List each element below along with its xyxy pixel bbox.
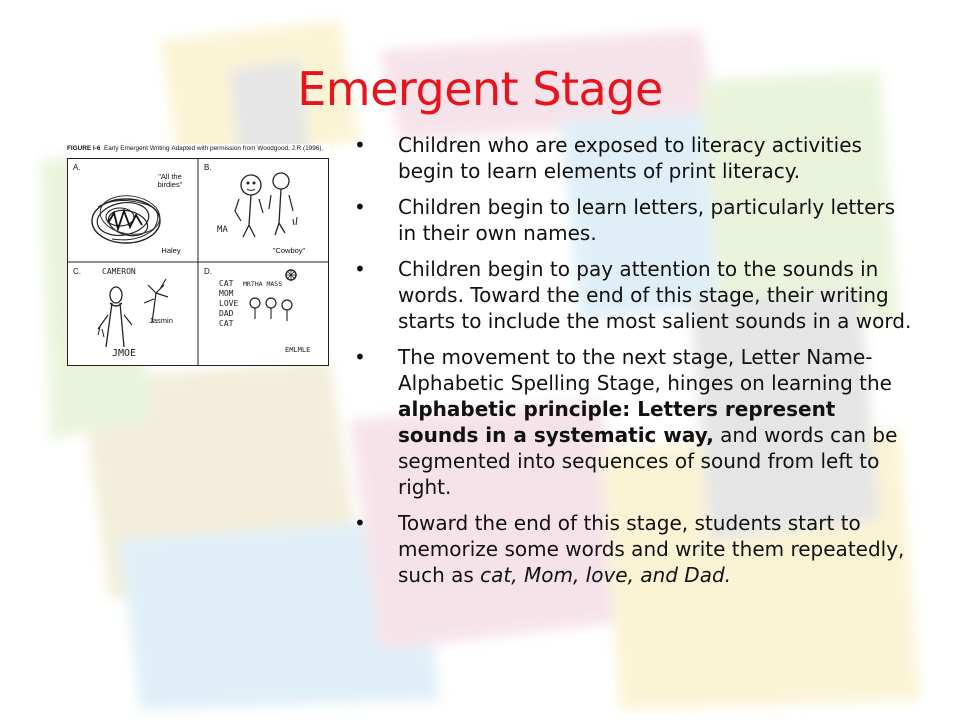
figure-caption-label: FIGURE I-6 xyxy=(67,145,101,152)
bullet-item xyxy=(354,194,914,246)
panel-c-name: Jasmin xyxy=(149,316,173,325)
panel-c xyxy=(68,263,198,366)
panel-d-word: DAD xyxy=(219,309,234,318)
panel-d-word: CAT xyxy=(219,319,234,328)
early-emergent-writing-figure xyxy=(67,144,329,366)
bullet-bold-text: alphabetic principle: Letters represent sounds in a systematic way, xyxy=(398,397,836,447)
panel-d xyxy=(199,263,329,366)
figure-caption-title: Early Emergent Writing xyxy=(103,145,170,152)
bullet-text: Children begin to pay attention to the sounds in words. Toward the end of this stage, their writing starts to include the most salient sounds in a word. xyxy=(398,257,912,333)
slide-title: Emergent Stage xyxy=(297,62,663,116)
panel-a-name: Haley xyxy=(161,246,181,255)
bullet-text: The movement to the next stage, Letter Name-Alphabetic Spelling Stage, hinges on learning the xyxy=(398,345,892,395)
panel-d-handwriting-mid: MRTHA MASS xyxy=(243,280,283,288)
panel-c-letter: C. xyxy=(73,267,81,276)
bullet-item xyxy=(354,132,914,184)
panel-d-letter: D. xyxy=(204,267,212,276)
panel-b-annotation: "Cowboy" xyxy=(272,246,306,255)
bullet-text: and words can be segmented into sequences of sound from left to right. xyxy=(398,423,898,499)
figure-caption-credit: Adapted with permission from Woodgood, J.R (1996). xyxy=(171,145,324,152)
panel-d-word: CAT xyxy=(219,279,234,288)
panel-b xyxy=(199,159,329,262)
cowboy-drawing xyxy=(199,159,329,262)
bullet-text: Toward the end of this stage, students start to memorize some words and write them repeatedly, such as xyxy=(398,511,905,587)
bullet-text: Children begin to learn letters, particularly letters in their own names. xyxy=(398,195,896,245)
bullet-list xyxy=(354,132,914,598)
figure-panel-grid xyxy=(67,158,329,366)
panel-d-word: MOM xyxy=(219,289,234,298)
panel-a-letter: A. xyxy=(73,163,81,172)
bullet-text: Children who are exposed to literacy activities begin to learn elements of print literacy. xyxy=(398,133,862,183)
panel-c-handwriting-top: CAMERON xyxy=(102,267,136,276)
bullet-item xyxy=(354,344,914,500)
panel-a xyxy=(68,159,198,262)
panel-d-word: LOVE xyxy=(219,299,239,308)
panel-b-letter: B. xyxy=(204,163,212,172)
panel-c-handwriting-bottom: JMOE xyxy=(112,348,137,359)
bullet-item xyxy=(354,510,914,588)
panel-b-handwriting: MA xyxy=(217,225,228,235)
panel-a-annotation: "All the birdies" xyxy=(157,172,183,189)
panel-d-handwriting-right: EMLMLE xyxy=(285,346,311,354)
bullet-italic-text: cat, Mom, love, and Dad. xyxy=(480,563,732,587)
bullet-item xyxy=(354,256,914,334)
figure-caption xyxy=(67,144,329,158)
